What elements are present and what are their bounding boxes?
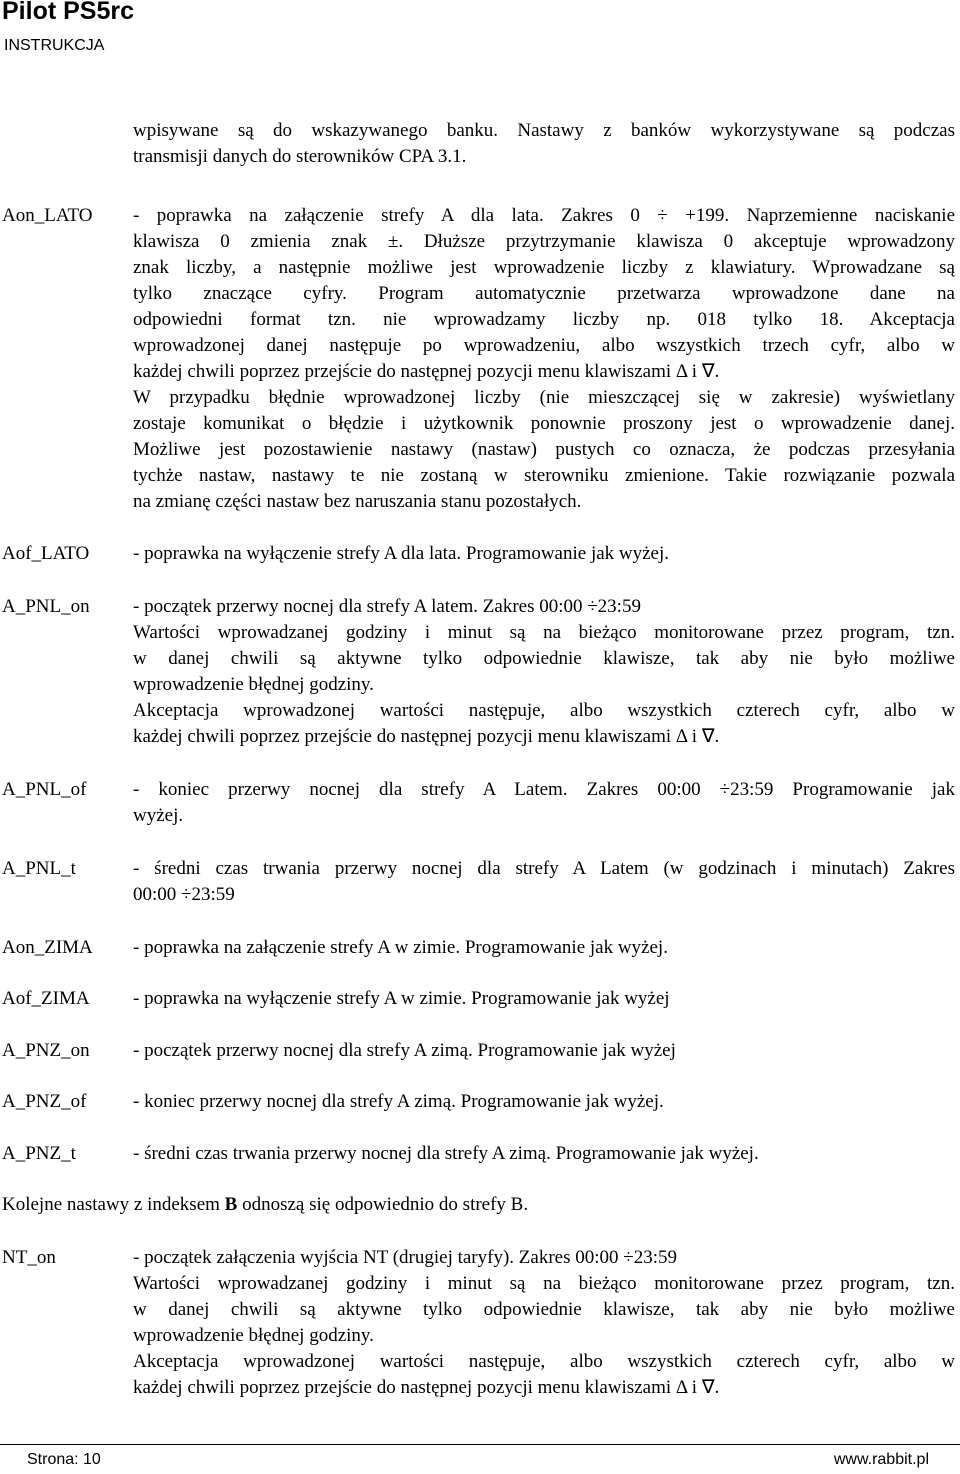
text-line: - średni czas trwania przerwy nocnej dla strefy A Latem (w godzinach i minutach) Zakres (133, 858, 955, 879)
note-text-after: odnoszą się odpowiednio do strefy B. (237, 1194, 529, 1215)
note-text-bold: B (224, 1194, 238, 1215)
text-line: każdej chwili poprzez przejście do następnej pozycji menu klawiszami Δ i ∇. (133, 361, 720, 382)
text-line: zostaje komunikat o błędzie i użytkownik ponownie proszony jest o wprowadzenie danej. (133, 413, 955, 434)
entry-label-aon-lato: Aon_LATO (2, 205, 93, 226)
text-line: Akceptacja wprowadzonej wartości następuje, albo wszystkich czterech cyfr, albo w (133, 700, 955, 721)
text-line: w danej chwili są aktywne tylko odpowiednie klawisze, tak aby nie było możliwe (133, 1299, 955, 1320)
text-line: w danej chwili są aktywne tylko odpowiednie klawisze, tak aby nie było możliwe (133, 648, 955, 669)
entry-text-a-pnz-on: - początek przerwy nocnej dla strefy A zimą. Programowanie jak wyżej (133, 1040, 676, 1061)
entry-text-a-pnz-t: - średni czas trwania przerwy nocnej dla strefy A zimą. Programowanie jak wyżej. (133, 1143, 759, 1164)
entry-label-a-pnl-on: A_PNL_on (2, 596, 90, 617)
entry-text-aon-zima: - poprawka na załączenie strefy A w zimie. Programowanie jak wyżej. (133, 937, 668, 958)
note-zone-b (2, 1192, 528, 1218)
text-line: W przypadku błędnie wprowadzonej liczby (nie mieszczącej się w zakresie) wyświetlany (133, 387, 955, 408)
entry-text-a-pnl-t (133, 856, 955, 908)
entry-label-a-pnz-of: A_PNZ_of (2, 1091, 87, 1112)
entry-label-a-pnl-of: A_PNL_of (2, 779, 87, 800)
text-line: wprowadzenie błędnej godziny. (133, 1325, 374, 1346)
text-line: każdej chwili poprzez przejście do następnej pozycji menu klawiszami Δ i ∇. (133, 1377, 720, 1398)
entry-text-nt-on (133, 1245, 955, 1401)
entry-label-a-pnz-on: A_PNZ_on (2, 1040, 90, 1061)
text-line: odpowiedni format tzn. nie wprowadzamy liczby np. 018 tylko 18. Akceptacja (133, 309, 955, 330)
text-line: - poprawka na załączenie strefy A dla lata. Zakres 0 ÷ +199. Naprzemienne naciskanie (133, 205, 955, 226)
text-line: - koniec przerwy nocnej dla strefy A Latem. Zakres 00:00 ÷23:59 Programowanie jak (133, 779, 955, 800)
note-text-before: Kolejne nastawy z indeksem (2, 1194, 225, 1215)
entry-label-aof-lato: Aof_LATO (2, 543, 90, 564)
footer-page-number: Strona: 10 (27, 1451, 101, 1468)
text-line: na zmianę części nastaw bez naruszania stanu pozostałych. (133, 491, 582, 512)
entry-text-aon-lato (133, 203, 955, 515)
text-line: tylko znaczące cyfry. Program automatycznie przetwarza wprowadzone dane na (133, 283, 955, 304)
entry-text-aof-lato: - poprawka na wyłączenie strefy A dla lata. Programowanie jak wyżej. (133, 543, 670, 564)
text-line: wpisywane są do wskazywanego banku. Nastawy z banków wykorzystywane są podczas (133, 120, 955, 141)
footer-website: www.rabbit.pl (833, 1451, 929, 1468)
text-line: każdej chwili poprzez przejście do następnej pozycji menu klawiszami Δ i ∇. (133, 726, 720, 747)
entry-label-nt-on: NT_on (2, 1247, 56, 1268)
entry-text-a-pnl-on (133, 594, 955, 750)
text-line: - początek załączenia wyjścia NT (drugiej taryfy). Zakres 00:00 ÷23:59 (133, 1247, 677, 1268)
entry-text-a-pnl-of (133, 777, 955, 829)
footer-divider (0, 1444, 960, 1445)
text-line: wprowadzonej danej następuje po wprowadzeniu, albo wszystkich trzech cyfr, albo w (133, 335, 955, 356)
text-line: wyżej. (133, 805, 184, 826)
text-line: klawisza 0 zmienia znak ±. Dłuższe przytrzymanie klawisza 0 akceptuje wprowadzony (133, 231, 955, 252)
entry-label-a-pnl-t: A_PNL_t (2, 858, 76, 879)
entry-text-aof-zima: - poprawka na wyłączenie strefy A w zimie. Programowanie jak wyżej (133, 988, 670, 1009)
entry-label-a-pnz-t: A_PNZ_t (2, 1143, 76, 1164)
text-line: znak liczby, a następnie możliwe jest wprowadzenie liczby z klawiatury. Wprowadzane są (133, 257, 955, 278)
text-line: Akceptacja wprowadzonej wartości następuje, albo wszystkich czterech cyfr, albo w (133, 1351, 955, 1372)
text-line: Wartości wprowadzanej godziny i minut są na bieżąco monitorowane przez program, tzn. (133, 622, 955, 643)
text-line: 00:00 ÷23:59 (133, 884, 235, 905)
intro-paragraph (133, 118, 955, 170)
document-subtitle: INSTRUKCJA (4, 37, 105, 54)
text-line: tychże nastaw, nastawy te nie zostaną w sterowniku zmienione. Takie rozwiązanie pozwala (133, 465, 955, 486)
entry-label-aof-zima: Aof_ZIMA (2, 988, 90, 1009)
text-line: - początek przerwy nocnej dla strefy A latem. Zakres 00:00 ÷23:59 (133, 596, 641, 617)
text-line: transmisji danych do sterowników CPA 3.1. (133, 146, 467, 167)
document-title: Pilot PS5rc (2, 0, 134, 25)
text-line: Wartości wprowadzanej godziny i minut są na bieżąco monitorowane przez program, tzn. (133, 1273, 955, 1294)
text-line: wprowadzenie błędnej godziny. (133, 674, 374, 695)
entry-text-a-pnz-of: - koniec przerwy nocnej dla strefy A zimą. Programowanie jak wyżej. (133, 1091, 664, 1112)
text-line: Możliwe jest pozostawienie nastawy (nastaw) pustych co oznacza, że podczas przesyłania (133, 439, 955, 460)
entry-label-aon-zima: Aon_ZIMA (2, 937, 93, 958)
